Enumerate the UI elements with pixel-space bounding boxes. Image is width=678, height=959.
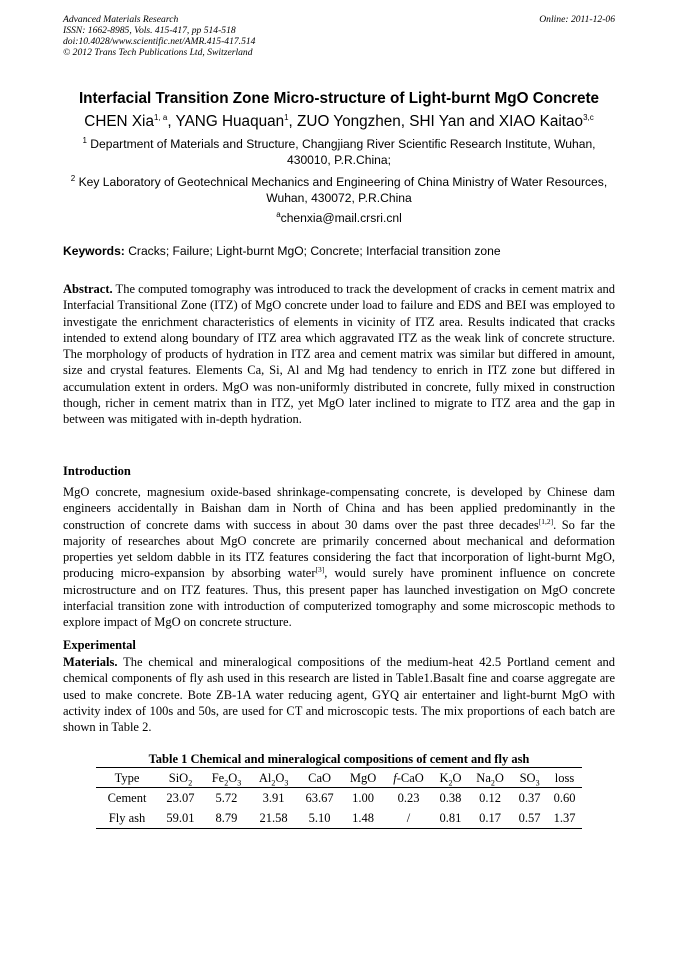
email-text: chenxia@mail.crsri.cnl	[280, 211, 402, 225]
journal-header	[63, 14, 615, 58]
table-cell: 21.58	[250, 808, 297, 829]
composition-table	[96, 767, 582, 829]
author-rest-sup: 3,c	[583, 112, 594, 122]
affiliation-1	[63, 136, 615, 168]
table-1	[96, 751, 582, 829]
table-1-caption: Table 1 Chemical and mineralogical compositions of cement and fly ash	[148, 752, 530, 766]
affiliation-2-text: Key Laboratory of Geotechnical Mechanics and Engineering of China Ministry of Water Resources, Wuhan, 430072, P.R.China	[75, 175, 608, 205]
online-date: Online: 2011-12-06	[539, 14, 615, 25]
table-cell: 1.48	[342, 808, 384, 829]
col-fe2o3: $Fe_2O_3$	[203, 768, 250, 788]
materials-text: The chemical and mineralogical compositions of the medium-heat 42.5 Portland cement and chemical components of fly ash used in this research are listed in Table1.Basalt fine and coarse aggregate are used to make concrete. Bote ZB-1A water reducing agent, GYQ air entertainer and light-burnt MgO with activity index of 100s and 50s, are used for CT and microscopic tests. The mix proportions of each batch are shown in Table 2.	[63, 655, 615, 735]
keywords-text: Cracks; Failure; Light-burnt MgO; Concrete; Interfacial transition zone	[124, 244, 501, 258]
table-header-row	[96, 768, 582, 788]
citation-3: [3]	[315, 565, 325, 575]
table-cell: 63.67	[305, 791, 334, 805]
author-1-sup: 1, a	[153, 112, 168, 122]
table-cell: 5.10	[297, 808, 342, 829]
table-cell: 0.17	[468, 808, 512, 829]
author-list	[63, 113, 615, 131]
affiliation-2-num: 2	[70, 173, 76, 183]
doi-line: doi:10.4028/www.scientific.net/AMR.415-417.514	[63, 36, 256, 47]
table-cell: 0.81	[433, 808, 468, 829]
experimental-heading: Experimental	[63, 638, 136, 652]
issn-line: ISSN: 1662-8985, Vols. 415-417, pp 514-518	[63, 25, 236, 36]
table-cell: 0.37	[518, 791, 541, 805]
col-loss: loss	[547, 768, 582, 788]
col-mgo: MgO	[342, 768, 384, 788]
table-body	[96, 788, 582, 829]
col-type: Type	[96, 768, 158, 788]
col-sio2: SiO$_2$	[158, 768, 203, 788]
table-cell: 1.37	[547, 808, 582, 829]
materials-label: Materials.	[63, 655, 118, 669]
col-so3: $SO_3$	[512, 768, 547, 788]
table-cell: 3.91	[262, 791, 285, 805]
author-email	[63, 210, 615, 226]
intro-text-1: MgO concrete, magnesium oxide-based shrinkage-compensating concrete, is developed by Chinese dam engineers accidentally in Baishan dam in North of China and has been applied predominantly in the construction of concrete dams with success in about 30 dams over the past three decades	[63, 485, 615, 532]
table-cell: 1.00	[352, 791, 375, 805]
abstract-label: Abstract.	[63, 282, 113, 296]
table-cell: Cement	[107, 791, 147, 805]
keywords-label: Keywords:	[63, 244, 125, 258]
abstract-text: The computed tomography was introduced to track the development of cracks in cement matrix and Interfacial Transitional Zone (ITZ) of MgO concrete under load to failure and EDS and BEI was employed to investigate the enrichment characteristics of elements in vicinity of ITZ area. Results indicated that cracks intended to extend along boundary of ITZ area which aggravated ITZ as the weak link of concrete structure. The morphology of products of hydration in ITZ area and cement matrix was similar but differed in amount, size and crystal features. Elements Ca, Si, Al and Mg had tendency to enrich in ITZ zone but differed in accumulation extent in orders. MgO was non-uniformly distributed in concrete, fully mixed in construction though, richer in cement matrix than in ITZ, yet MgO later inclined to migrate to ITZ area and the gap in between was mitigated with in-depth hydration.	[63, 282, 615, 427]
author-2-sup: 1	[284, 112, 289, 122]
citation-1-2: [1,2]	[538, 516, 554, 526]
affiliation-1-text: Department of Materials and Structure, Changjiang River Scientific Research Institute, Wuhan, 430010, P.R.China;	[86, 137, 596, 167]
materials-paragraph	[63, 654, 615, 735]
table-cell: 8.79	[203, 808, 250, 829]
abstract	[63, 281, 615, 428]
col-al2o3: $Al_2O_3$	[250, 768, 297, 788]
table-row-cement	[96, 788, 582, 809]
table-cell: 23.07	[166, 791, 195, 805]
intro-text-3: , would surely have prominent influence on concrete microstructure and on ITZ features. Thus, this present paper has launched investigation on MgO concrete interfacial transition zone with introduction of computerized tomography and some microscopic methods to explore impact of MgO on concrete structure.	[63, 566, 615, 630]
table-cell: 0.57	[512, 808, 547, 829]
table-cell: 59.01	[158, 808, 203, 829]
table-cell: 0.38	[439, 791, 462, 805]
author-rest: , ZUO Yongzhen, SHI Yan and XIAO Kaitao	[288, 113, 584, 130]
paper-title: Interfacial Transition Zone Micro-structure of Light-burnt MgO Concrete	[78, 90, 600, 107]
journal-name: Advanced Materials Research	[63, 14, 179, 25]
keywords	[63, 243, 615, 259]
col-fcao: f-CaO	[384, 768, 433, 788]
author-1: CHEN Xia	[84, 113, 154, 130]
table-cell: 0.23	[397, 791, 420, 805]
table-row-flyash	[96, 808, 582, 829]
copyright-line: © 2012 Trans Tech Publications Ltd, Switzerland	[63, 47, 253, 58]
table-cell: Fly ash	[96, 808, 158, 829]
col-na2o: $Na_2O$	[468, 768, 512, 788]
email-sup: a	[276, 209, 281, 219]
introduction-paragraph	[63, 484, 615, 631]
table-cell: 5.72	[215, 791, 238, 805]
intro-text-2: . So far the majority of researches about MgO concrete are primarily concerned about mechanical and deformation properties yet seldom dabble in its ITZ features considering the fact that incorporation of light-burnt MgO, producing micro-expansion by absorbing water	[63, 517, 615, 581]
table-cell: 0.60	[553, 791, 576, 805]
affiliation-1-num: 1	[82, 135, 87, 145]
table-cell: 0.12	[479, 791, 502, 805]
col-k2o: $K_2O$	[433, 768, 468, 788]
col-cao: CaO	[297, 768, 342, 788]
author-2: , YANG Huaquan	[167, 113, 285, 130]
introduction-heading: Introduction	[63, 464, 131, 478]
table-cell: /	[384, 808, 433, 829]
affiliation-2	[63, 174, 615, 206]
